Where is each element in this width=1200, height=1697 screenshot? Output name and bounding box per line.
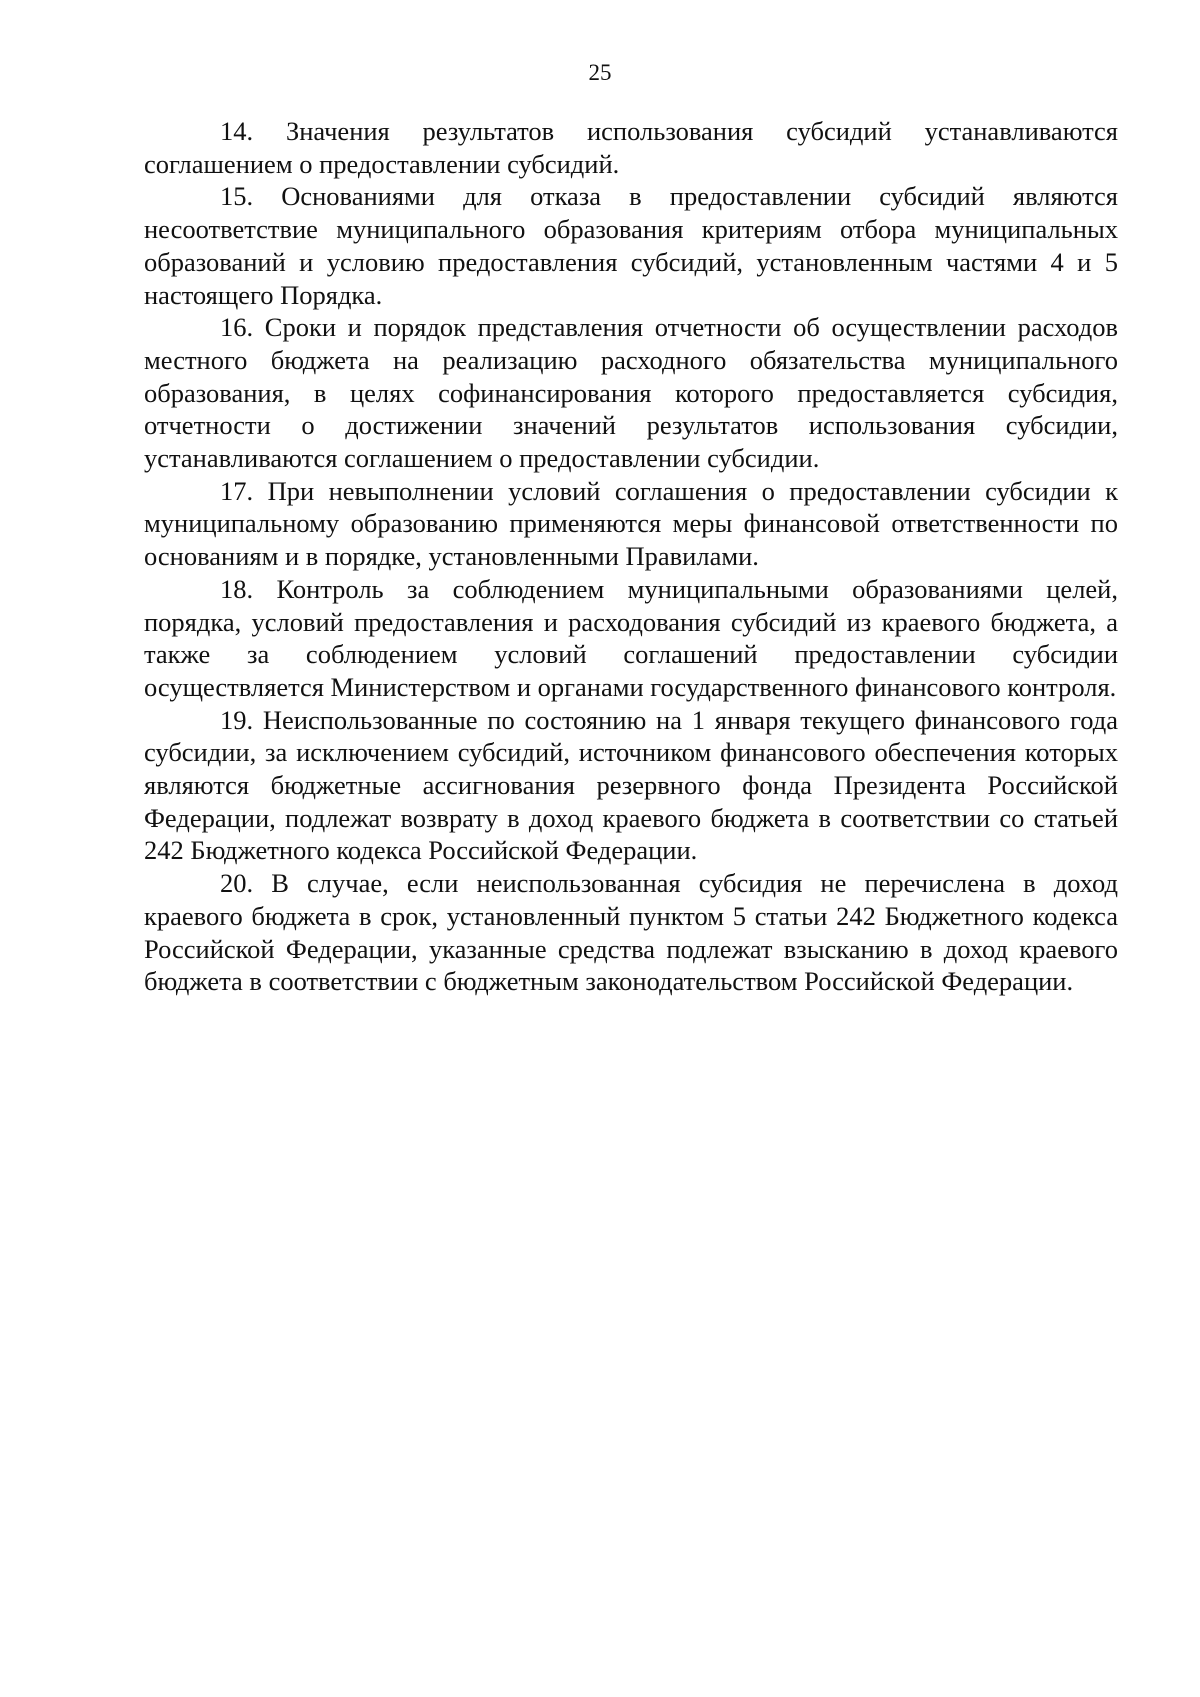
paragraph-18: 18. Контроль за соблюдением муниципальными образованиями целей, порядка, условий предоставления и расходования субсидий из краевого бюджета, а также за соблюдением условий соглашений предоставлении субсидии осуществляется Министерством и органами государственного финансового контроля. xyxy=(144,573,1118,702)
document-body xyxy=(144,115,1118,998)
paragraph-20: 20. В случае, если неиспользованная субсидия не перечислена в доход краевого бюджета в срок, установленный пунктом 5 статьи 242 Бюджетного кодекса Российской Федерации, указанные средства подлежат взысканию в доход краевого бюджета в соответствии с бюджетным законодательством Российской Федерации. xyxy=(144,868,1118,997)
paragraph-15: 15. Основаниями для отказа в предоставлении субсидий являются несоответствие муниципального образования критериям отбора муниципальных образований и условию предоставления субсидий, установленным частями 4 и 5 настоящего Порядка. xyxy=(144,181,1118,310)
paragraph-17: 17. При невыполнении условий соглашения о предоставлении субсидии к муниципальному образованию применяются меры финансовой ответственности по основаниям и в порядке, установленными Правилами. xyxy=(144,475,1118,572)
paragraph-14: 14. Значения результатов использования субсидий устанавливаются соглашением о предоставлении субсидий. xyxy=(144,116,1118,179)
page-number: 25 xyxy=(588,60,612,85)
paragraph-19: 19. Неиспользованные по состоянию на 1 января текущего финансового года субсидии, за исключением субсидий, источником финансового обеспечения которых являются бюджетные ассигнования резервного фонда Президента Российской Федерации, подлежат возврату в доход краевого бюджета в соответствии со статьей 242 Бюджетного кодекса Российской Федерации. xyxy=(144,704,1118,866)
paragraph-16: 16. Сроки и порядок представления отчетности об осуществлении расходов местного бюджета на реализацию расходного обязательства муниципального образования, в целях софинансирования которого предоставляется субсидия, отчетности о достижении значений результатов использования субсидии, устанавливаются соглашением о предоставлении субсидии. xyxy=(144,312,1118,474)
